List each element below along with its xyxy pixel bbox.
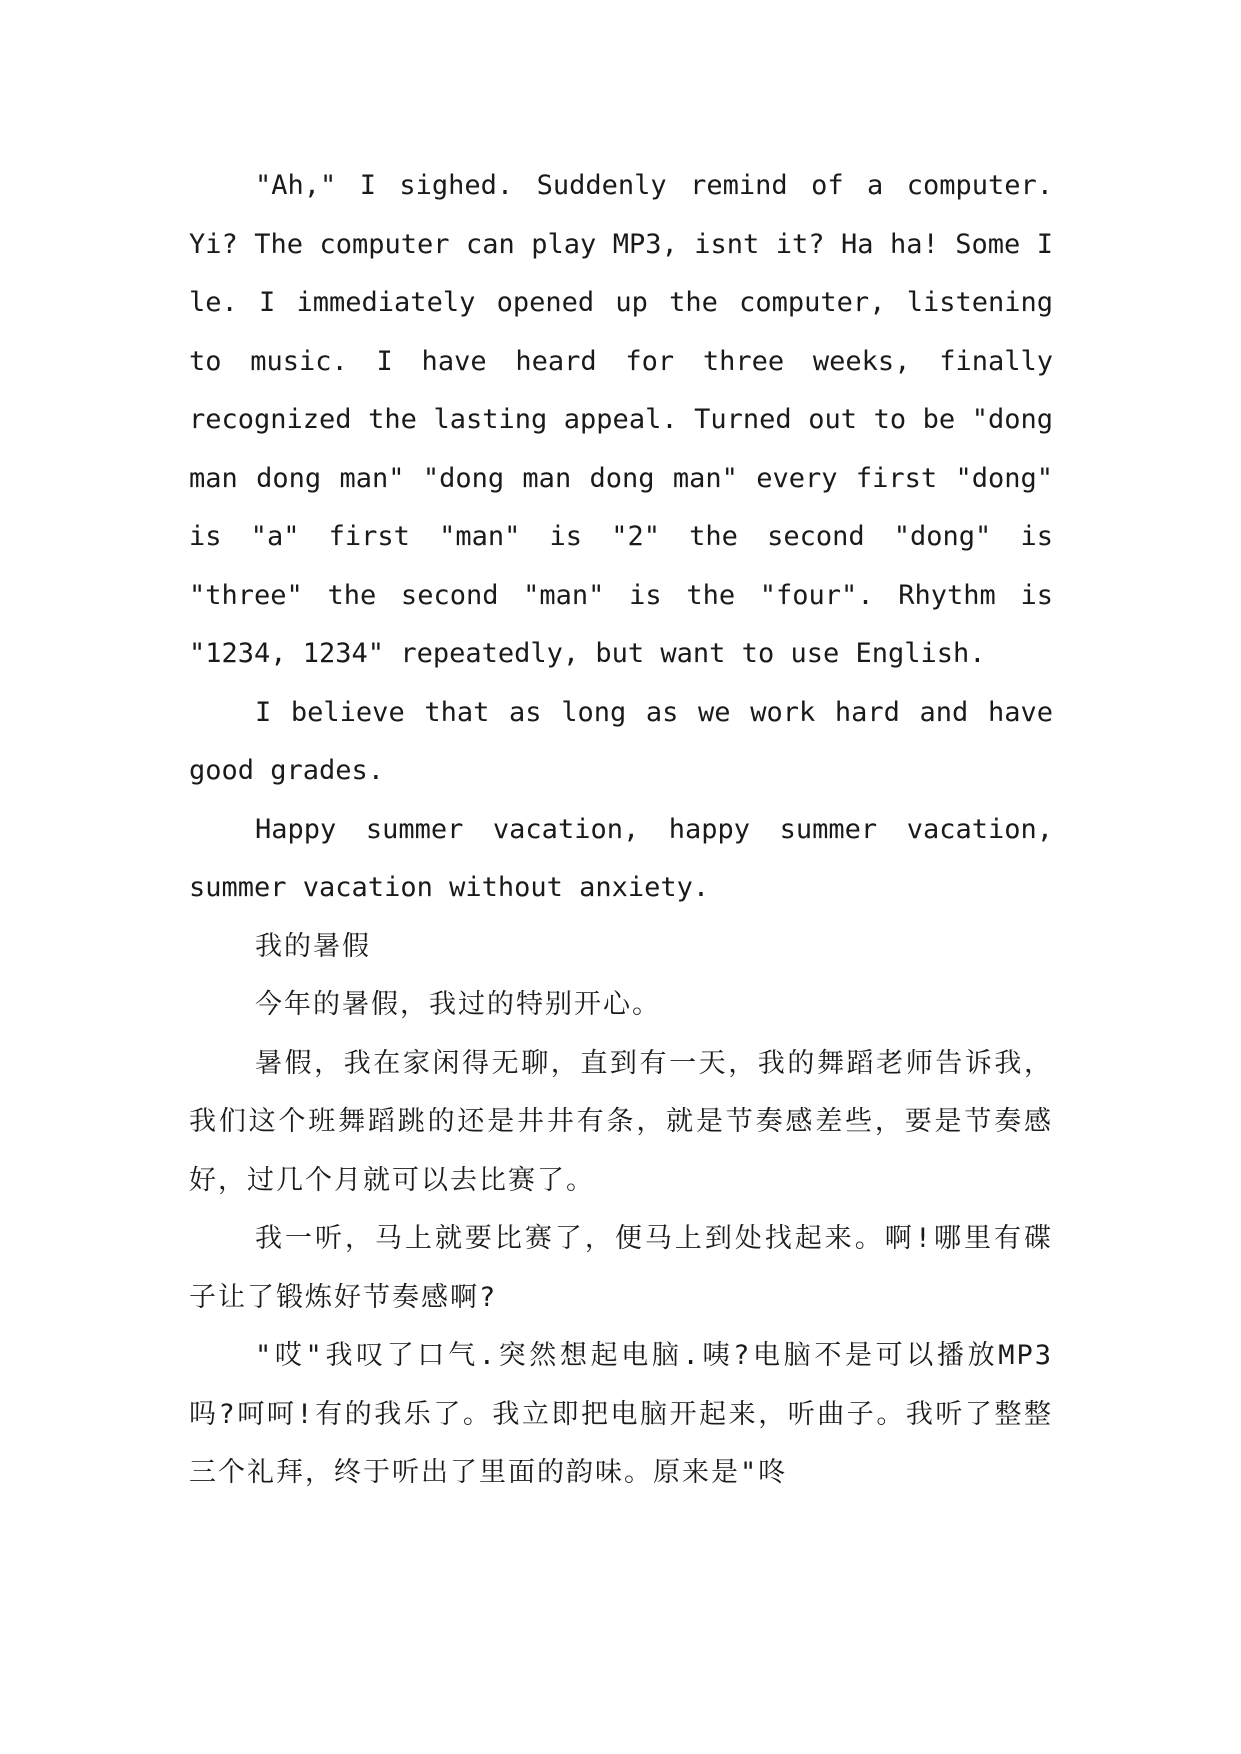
paragraph: 暑假，我在家闲得无聊，直到有一天，我的舞蹈老师告诉我，我们这个班舞蹈跳的还是井井有条，就是节奏感差些，要是节奏感好，过几个月就可以去比赛了。 (189, 1047, 1053, 1196)
paragraph: "哎"我叹了口气.突然想起电脑.咦?电脑不是可以播放MP3吗?呵呵!有的我乐了。我立即把电脑开起来，听曲子。我听了整整三个礼拜，终于听出了里面的韵味。原来是"咚 (189, 1340, 1053, 1488)
paragraph: 我一听，马上就要比赛了，便马上到处找起来。啊!哪里有碟子让了锻炼好节奏感啊? (189, 1223, 1053, 1313)
section-heading: 我的暑假 (255, 930, 371, 962)
paragraph: I believe that as long as we work hard and have good grades. (189, 696, 1053, 786)
document-page (189, 157, 1053, 1503)
paragraph: "Ah," I sighed. Suddenly remind of a computer. Yi? The computer can play MP3, isnt it? Ha ha! Some I le. I immediately opened up the computer, listening to music. I have heard for three weeks, finally recognized the lasting appeal. Turned out to be "dong man dong man" "dong man dong man" every first "dong" is "a" first "man" is "2" the second "dong" is "three" the second "man" is the "four". Rhythm is "1234, 1234" repeatedly, but want to use English. (189, 170, 1053, 669)
paragraph: Happy summer vacation, happy summer vacation, summer vacation without anxiety. (189, 813, 1053, 903)
paragraph: 今年的暑假，我过的特别开心。 (255, 989, 661, 1020)
